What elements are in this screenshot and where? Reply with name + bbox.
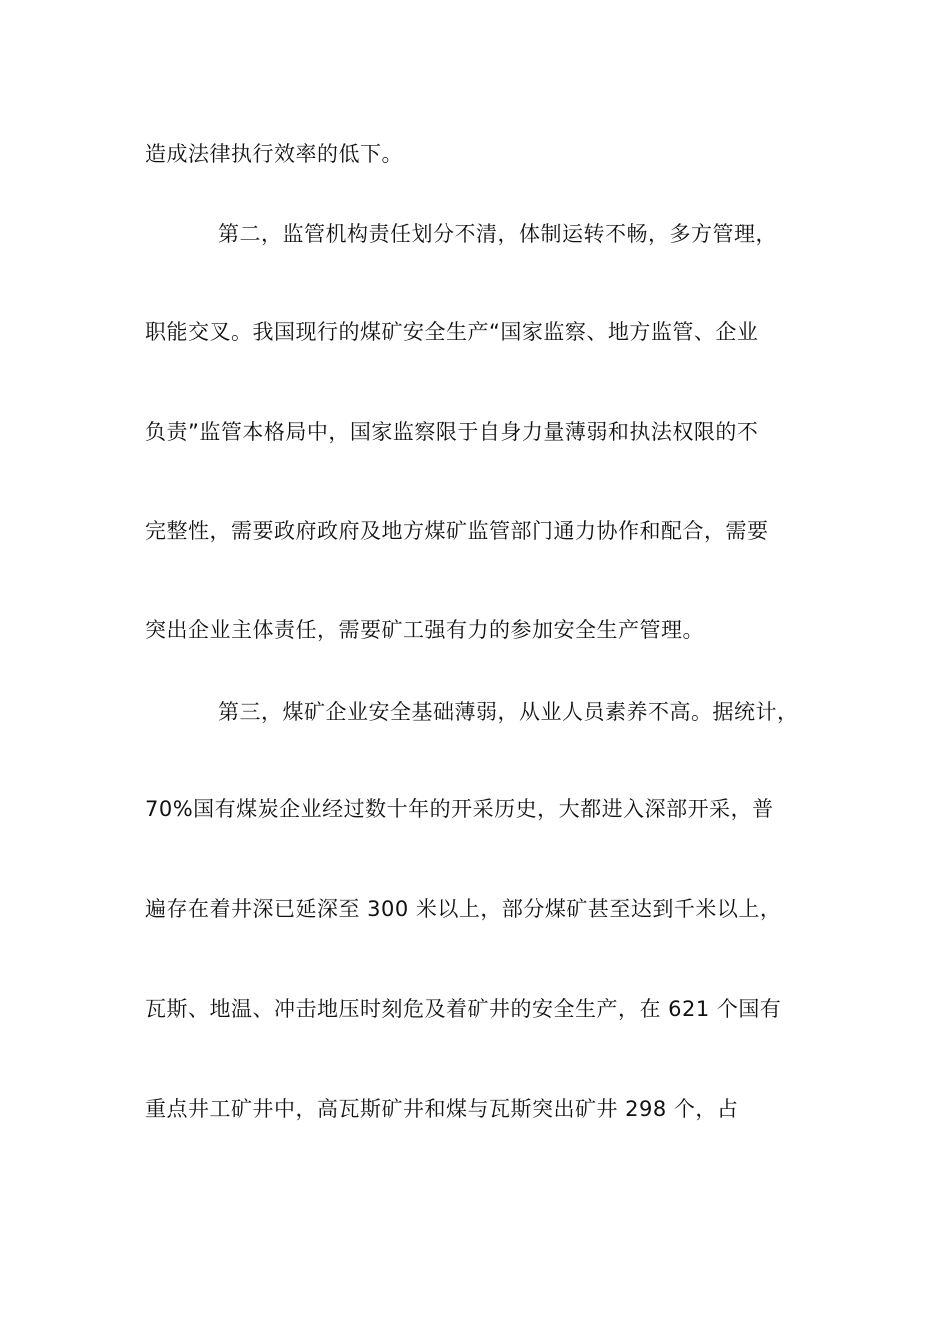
paragraph-start-line: 第二，监管机构责任划分不清，体制运转不畅，多方管理， bbox=[218, 222, 777, 246]
text-line: 70%国有煤炭企业经过数十年的开采历史，大都进入深部开采，普 bbox=[145, 797, 774, 821]
text-line: 职能交叉。我国现行的煤矿安全生产“国家监察、地方监管、企业 bbox=[145, 320, 759, 344]
text-line: 突出企业主体责任，需要矿工强有力的参加安全生产管理。 bbox=[145, 618, 704, 642]
text-line: 完整性，需要政府政府及地方煤矿监管部门通力协作和配合，需要 bbox=[145, 519, 769, 543]
text-line: 遍存在着井深已延深至 300 米以上，部分煤矿甚至达到千米以上， bbox=[145, 897, 782, 921]
paragraph-start-line: 第三，煤矿企业安全基础薄弱，从业人员素养不高。据统计， bbox=[218, 700, 799, 724]
text-line: 负责”监管本格局中，国家监察限于自身力量薄弱和执法权限的不 bbox=[145, 420, 759, 444]
text-line: 瓦斯、地温、冲击地压时刻危及着矿井的安全生产，在 621 个国有 bbox=[145, 997, 782, 1021]
text-line: 重点井工矿井中，高瓦斯矿井和煤与瓦斯突出矿井 298 个，占 bbox=[145, 1097, 739, 1121]
text-line: 造成法律执行效率的低下。 bbox=[145, 142, 403, 166]
